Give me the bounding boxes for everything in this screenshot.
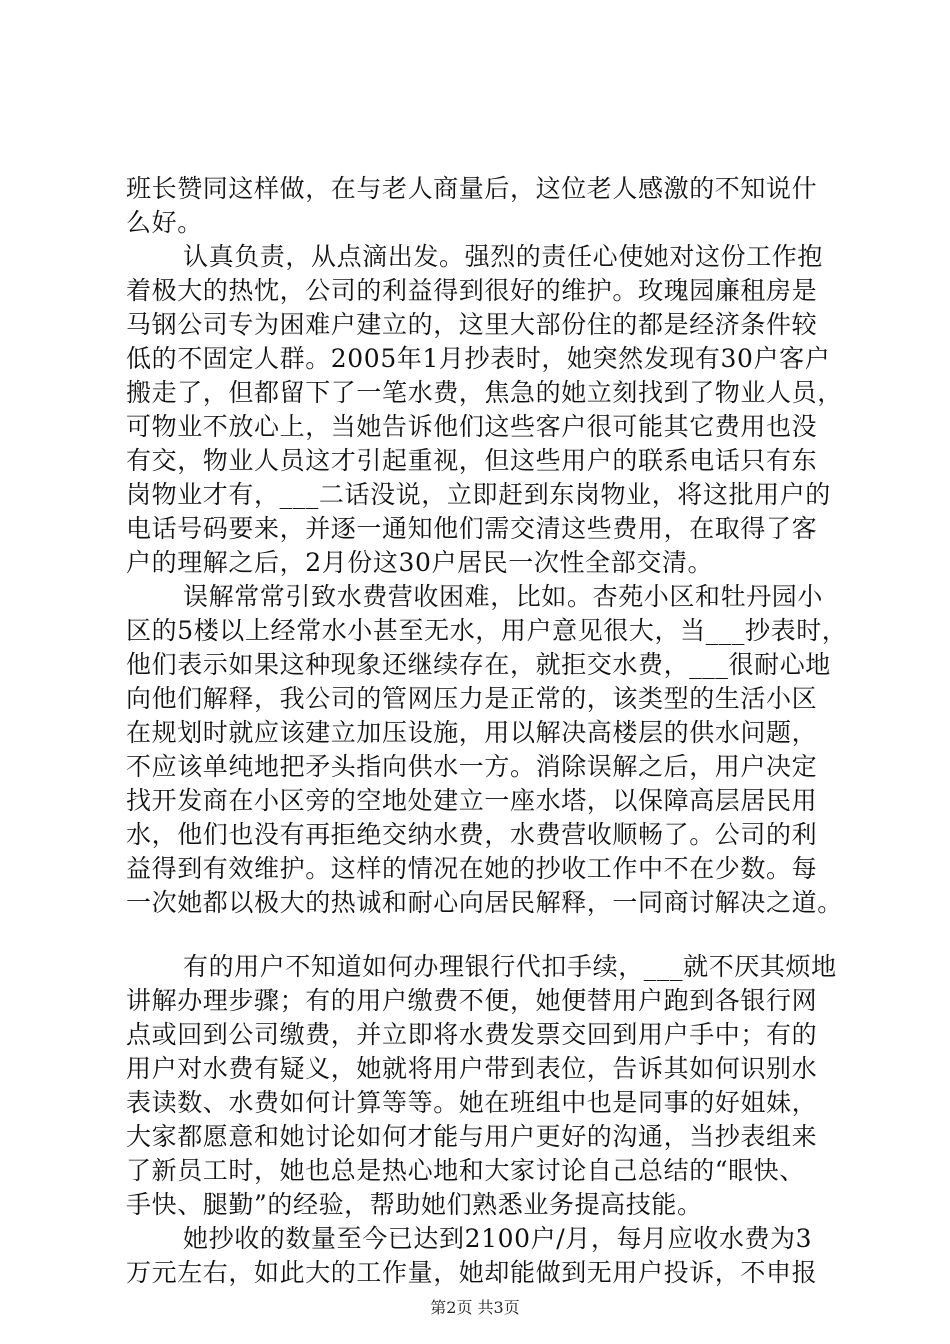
paragraph-line: 她抄收的数量至今已达到2100户/月，每月应收水费为3 (183, 1224, 813, 1253)
paragraph-line: 在规划时就应该建立加压设施，用以解决高楼层的供水问题， (126, 718, 818, 747)
paragraph-line: 岗物业才有，___二话没说，立即赶到东岗物业，将这批用户的 (126, 480, 831, 509)
paragraph-line: 万元左右，如此大的工作量，她却能做到无用户投诉，不申报 (126, 1258, 818, 1287)
paragraph-line: 手快、腿勤”的经验，帮助她们熟悉业务提高技能。 (126, 1190, 703, 1219)
paragraph-line: 么好。 (126, 208, 203, 237)
paragraph-line: 讲解办理步骤；有的用户缴费不便，她便替用户跑到各银行网 (126, 986, 818, 1015)
paragraph-line: 一次她都以极大的热诚和耐心向居民解释，一同商讨解决之道。 (126, 888, 843, 917)
paragraph-line: 低的不固定人群。2005年1月抄表时，她突然发现有30户客户 (126, 344, 831, 373)
paragraph-line: 着极大的热忱，公司的利益得到很好的维护。玫瑰园廉租房是 (126, 276, 818, 305)
paragraph-line: 大家都愿意和她讨论如何才能与用户更好的沟通，当抄表组来 (126, 1122, 818, 1151)
paragraph-line: 点或回到公司缴费，并立即将水费发票交回到用户手中；有的 (126, 1020, 818, 1049)
paragraph-line: 益得到有效维护。这样的情况在她的抄收工作中不在少数。每 (126, 854, 818, 883)
paragraph-line: 有的用户不知道如何办理银行代扣手续，___就不厌其烦地 (183, 952, 837, 981)
paragraph-line: 电话号码要来，并逐一通知他们需交清这些费用，在取得了客 (126, 514, 818, 543)
paragraph-line: 不应该单纯地把矛头指向供水一方。消除误解之后，用户决定 (126, 752, 818, 781)
page-number-footer: 第2页 共3页 (430, 1298, 520, 1317)
paragraph-line: 误解常常引致水费营收困难，比如。杏苑小区和牡丹园小 (183, 582, 824, 611)
paragraph-line: 用户对水费有疑义，她就将用户带到表位，告诉其如何识别水 (126, 1054, 818, 1083)
paragraph-line: 表读数、水费如何计算等等。她在班组中也是同事的好姐妹， (126, 1088, 818, 1117)
paragraph-line: 找开发商在小区旁的空地处建立一座水塔，以保障高层居民用 (126, 786, 818, 815)
paragraph-line: 可物业不放心上，当她告诉他们这些客户很可能其它费用也没 (126, 412, 818, 441)
paragraph-line: 马钢公司专为困难户建立的，这里大部份住的都是经济条件较 (126, 310, 818, 339)
paragraph-line: 向他们解释，我公司的管网压力是正常的，该类型的生活小区 (126, 684, 818, 713)
paragraph-line: 班长赞同这样做，在与老人商量后，这位老人感激的不知说什 (126, 174, 818, 203)
paragraph-line: 了新员工时，她也总是热心地和大家讨论自己总结的“眼快、 (126, 1156, 805, 1185)
paragraph-line: 认真负责，从点滴出发。强烈的责任心使她对这份工作抱 (183, 242, 824, 271)
paragraph-line: 搬走了，但都留下了一笔水费，焦急的她立刻找到了物业人员， (126, 378, 843, 407)
paragraph-line: 有交，物业人员这才引起重视，但这些用户的联系电话只有东 (126, 446, 818, 475)
paragraph-line: 户的理解之后，2月份这30户居民一次性全部交清。 (126, 548, 714, 577)
paragraph-line: 区的5楼以上经常水小甚至无水，用户意见很大，当___抄表时， (126, 616, 848, 645)
paragraph-line: 他们表示如果这种现象还继续存在，就拒交水费，___很耐心地 (126, 650, 831, 679)
paragraph-line: 水，他们也没有再拒绝交纳水费，水费营收顺畅了。公司的利 (126, 820, 818, 849)
